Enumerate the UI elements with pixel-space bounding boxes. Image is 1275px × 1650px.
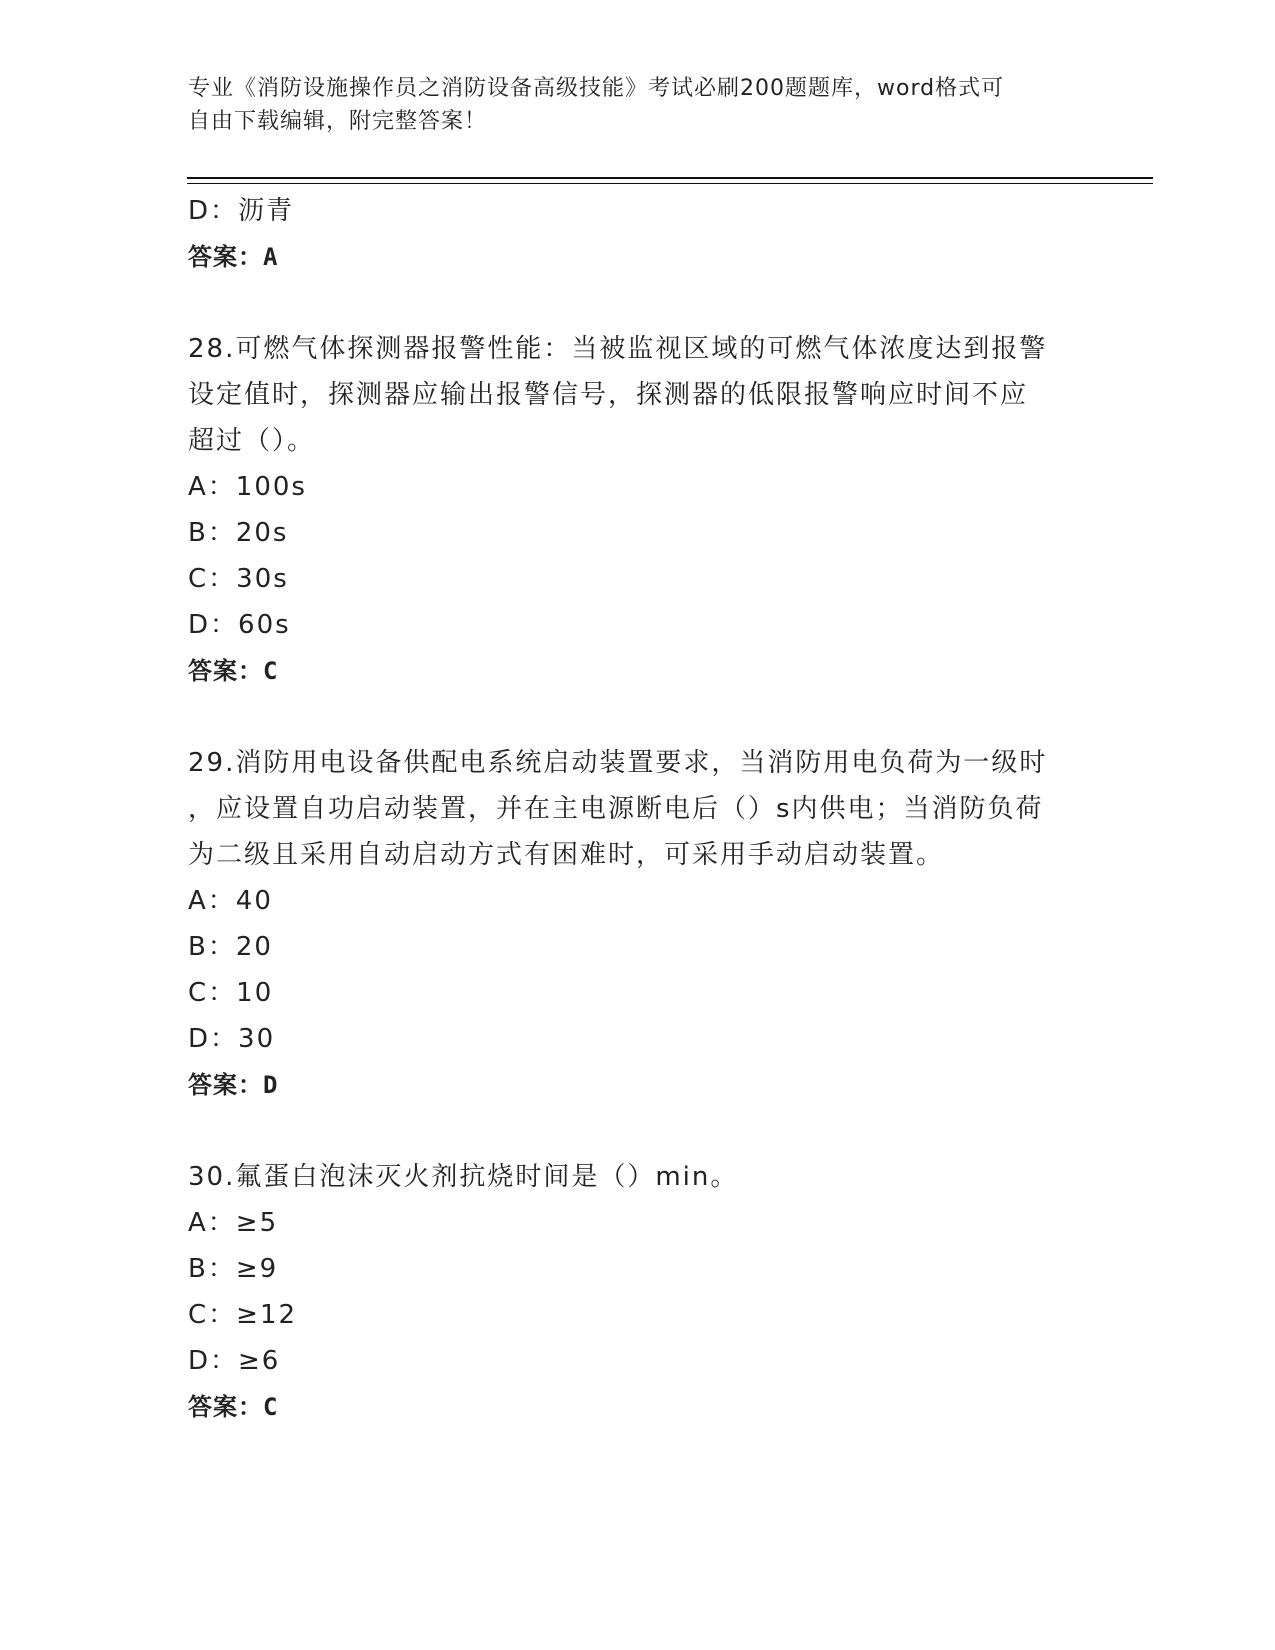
option-b: B：20 — [188, 932, 273, 962]
option-c: C：30s — [188, 564, 289, 594]
document-header — [188, 72, 1088, 138]
option-d: D：≥6 — [188, 1346, 281, 1376]
question-text-line: ，应设置自功启动装置，并在主电源断电后（）s内供电；当消防负荷 — [188, 794, 1044, 824]
header-line-1: 专业《消防设施操作员之消防设备高级技能》考试必刷200题题库，word格式可 — [188, 76, 1005, 101]
answer-line: 答案：C — [188, 1393, 279, 1421]
option-d: D：30 — [188, 1024, 276, 1054]
question-text-line: 超过（）。 — [188, 426, 316, 456]
option-b: B：20s — [188, 518, 289, 548]
option-d: D：60s — [188, 610, 291, 640]
option-b: B：≥9 — [188, 1254, 279, 1284]
option-a: A：100s — [188, 472, 307, 502]
question-block — [188, 326, 1088, 694]
question-list — [188, 188, 1088, 1430]
header-line-2: 自由下载编辑，附完整答案！ — [188, 109, 488, 134]
previous-answer: 答案：A — [188, 243, 279, 271]
option-c: C：10 — [188, 978, 274, 1008]
question-text-line: 30.氟蛋白泡沫灭火剂抗烧时间是（）min。 — [188, 1162, 739, 1192]
header-rule-thin — [187, 183, 1153, 184]
header-rule-thick — [187, 177, 1153, 179]
question-text-line: 29.消防用电设备供配电系统启动装置要求，当消防用电负荷为一级时 — [188, 748, 1048, 778]
option-a: A：≥5 — [188, 1208, 279, 1238]
question-text-line: 为二级且采用自动启动方式有困难时，可采用手动启动装置。 — [188, 840, 945, 870]
option-c: C：≥12 — [188, 1300, 298, 1330]
question-text-line: 设定值时，探测器应输出报警信号，探测器的低限报警响应时间不应 — [188, 380, 1029, 410]
spacer — [188, 280, 1088, 326]
spacer — [188, 694, 1088, 740]
option-a: A：40 — [188, 886, 273, 916]
question-text-line: 28.可燃气体探测器报警性能：当被监视区域的可燃气体浓度达到报警 — [188, 334, 1048, 364]
spacer — [188, 1108, 1088, 1154]
question-block — [188, 740, 1088, 1108]
question-block — [188, 1154, 1088, 1430]
answer-line: 答案：C — [188, 657, 279, 685]
answer-line: 答案：D — [188, 1071, 279, 1099]
previous-option-d: D：沥青 — [188, 196, 295, 226]
